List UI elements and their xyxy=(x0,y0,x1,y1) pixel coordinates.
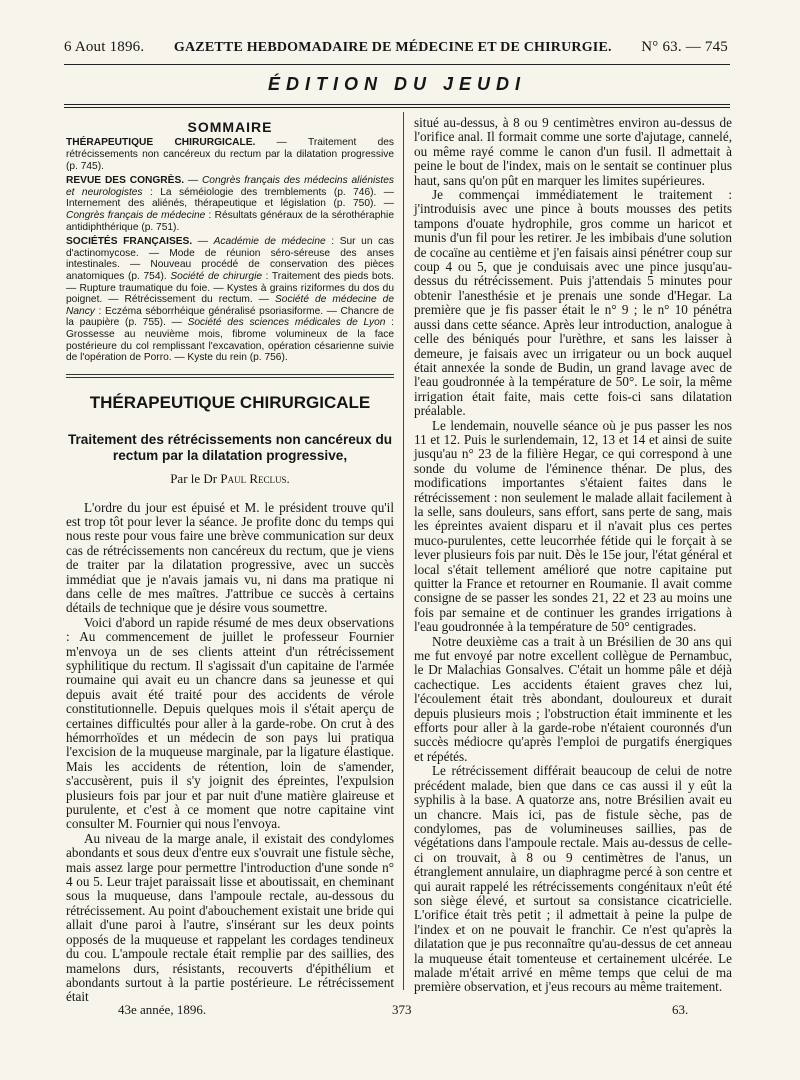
body-paragraph: Au niveau de la marge anale, il existait des condylomes abondants et sous deux d'entre eux s'ouvrait une fistule sèche, mais assez large pour permettre l'introduction d'une sonde n° 4 ou 5. Leur trajet paraissait lisse et aboutissait, en cheminant sous la muqueuse, dans l'ampoule rectale, au-dessous du rétrécissement. Au point d'abouchement existait une bride qui allait d'une paroi à l'autre, s'insérant sur les deux points opposés de la muqueuse et rappelant les cordages tendineux du cou. L'ampoule rectale était remplie par des saillies, des mamelons durs, résistants, recouverts d'épithélium et abondants surtout à la partie postérieure. Le rétrécissement était xyxy=(66,830,394,1005)
body-paragraph: Le rétrécissement différait beaucoup de celui de notre précédent malade, bien que dans ce cas aussi il y eût la syphilis à la base. A quatorze ans, notre Brésilien avait eu un chancre. Mais ici, pas de fistule sèche, pas de condylomes, pas de volumineuses saillies, pas de végétations dans l'ampoule rectale. Mais au-dessus de celle-ci on trouvait, à 8 ou 9 centimètres de l'anus, un étranglement annulaire, un diaphragme percé à son centre et qui aurait rappelé les rétrécissements congénitaux n'eût été son siège élevé, et surtout sa consistance cicatricielle. L'orifice était très petit ; il admettait à peine la pulpe de l'index et on ne pouvait le franchir. Ce n'est qu'après la dilatation que je pus reconnaître qu'au-dessus de cet anneau la muqueuse était tomenteuse et certainement ulcérée. Le malade m'était arrivé en même temps que celui de ma première observation, et j'eus recours au même traitement. xyxy=(414,763,732,995)
edition-title: ÉDITION DU JEUDI xyxy=(267,74,527,94)
body-paragraph: situé au-dessus, à 8 ou 9 centimètres environ au-dessus de l'orifice anal. Il formait comme une sorte d'ajutage, cannelé, ou même rayé comme le canon d'un fusil. Il admettait à peine le bout de l'index, mais on le sentait se continuer plus haut, sans qu'on pût en marquer les limites supérieures. xyxy=(414,115,732,188)
body-paragraph: Je commençai immédiatement le traitement : j'introduisis avec une pince à bouts mousses des petits tampons d'ouate hydrophile, gros comme un haricot et munis d'un fil pour les retirer. Je les imbibais d'une solution de cocaïne au centième et j'en faisais ainsi pénétrer coup sur coup 4 ou 5, que je conduisais avec une pince jusqu'au-dessus du rétrécissement. Puis j'attendais 5 minutes pour obtenir l'anesthésie et je prenais une sonde d'Hegar. La première que je fis passer était le n° 9 ; le n° 10 pénétra aussi dans cette séance. Après leur introduction, analogue à celle des béniqués pour l'urèthre, et sans les laisser à demeure, je faisais avec un irrigateur ou un bock auquel était annexée la sonde de Budin, un grand lavage avec de l'eau goudronnée à la température de 50°. Le soir, la même irrigation était faite, mais cette fois-ci sans dilatation préalable. xyxy=(414,187,732,419)
header-issue: N° 63. — 745 xyxy=(641,39,728,55)
footer-issue-number: 63. xyxy=(672,1002,689,1017)
running-header xyxy=(64,39,728,59)
sommaire-list xyxy=(66,137,394,363)
author-name: Paul Reclus. xyxy=(220,471,290,487)
body-paragraph: Le lendemain, nouvelle séance où je pus passer les nos 11 et 12. Puis le surlendemain, 12, 13 et 14 et ainsi de suite jusqu'au n° 23 de la filière Hegar, ce qui correspond à une sonde du volume de l'éminence thénar. De plus, des modifications importantes s'étaient faites dans le rétrécissement : non seulement le malade allait facilement à la selle, sans douleurs, sans effort, sans perte de sang, mais les épreintes avaient disparu et il n'avait plus ces pertes muco-purulentes, cette leucorrhée fétide qui le forçait à se lever plusieurs fois par nuit. Dès le 15e jour, l'état général et local s'était tellement amélioré que notre capitaine put quitter la France et retourner en Roumanie. Il avait comme consigne de se passer les sondes 21, 22 et 23 au moins une fois par semaine et de continuer les grandes irrigations à l'eau goudronnée à la température de 50° centigrades. xyxy=(414,417,732,635)
column-divider xyxy=(403,112,404,990)
edition-rule-bottom xyxy=(64,107,730,108)
body-paragraph: Voici d'abord un rapide résumé de mes deux observations : Au commencement de juillet le professeur Fournier m'envoya un de ses clients atteint d'un rétrécissement syphilitique du rectum. Il s'agissait d'un capitaine de l'armée roumaine qui avait eu un chancre dans sa jeunesse et qui depuis avait été traité pour des accidents de vérole constitutionnelle. Depuis quelques mois il s'était aperçu de certaines difficultés pour aller à la garde-robe. On crut à des hémorrhoïdes et un médecin de son pays lui pratiqua l'excision de la muqueuse marginale, par la ligature élastique. Mais les accidents de rétention, loin de s'amender, s'accusèrent, puis il s'y joignit des épreintes, l'expulsion plusieurs fois par jour et par nuit d'une matière glaireuse et purulente, et c'est à ce moment que notre capitaine vint consulter M. Fournier qui nous l'envoya. xyxy=(66,614,394,832)
article-title: Traitement des rétrécissements non cancéreux du rectum par la dilatation progressive, xyxy=(67,432,393,464)
right-body xyxy=(414,116,732,995)
section-rule-bottom xyxy=(66,377,394,378)
byline-prefix: Par le Dr xyxy=(170,471,218,487)
footer-page-number: 373 xyxy=(392,1002,412,1017)
body-paragraph: Notre deuxième cas a trait à un Brésilien de 30 ans qui me fut envoyé par notre excellent collègue de Pernambuc, le Dr Malachias Gonsalves. C'était un homme pâle et déjà cachectique. Les accidents étaient graves chez lui, l'écoulement était très abondant, douloureux et durait depuis plusieurs mois ; l'obstruction était imminente et les efforts pour aller à la garde-robe n'étaient couronnés d'un succès médiocre qu'après l'emploi de purgatifs énergiques et répétés. xyxy=(414,633,732,764)
journal-title: GAZETTE HEBDOMADAIRE DE MÉDECINE ET DE CHIRURGIE. xyxy=(173,40,612,55)
header-rule xyxy=(64,64,730,65)
byline xyxy=(66,472,394,486)
sommaire-title: SOMMAIRE xyxy=(187,119,273,135)
section-rule-top xyxy=(66,374,394,375)
header-date: 6 Aout 1896. xyxy=(64,39,145,55)
left-body xyxy=(66,501,394,1005)
right-column xyxy=(414,116,732,995)
sommaire-entry: REVUE DES CONGRÈS. — Congrès français des médecins aliénistes et neurologistes : La séméiologie des tremblements (p. 746). — Internement des aliénés, thérapeutique et législation (p. 750). — Congrès français de médecine : Résultats généraux de la sérothéraphie antidiphthérique (p. 751). xyxy=(66,175,394,233)
section-title: THÉRAPEUTIQUE CHIRURGICALE xyxy=(89,392,371,412)
sommaire-entry: THÉRAPEUTIQUE CHIRURGICALE. — Traitement des rétrécissements non cancéreux du rectum par la dilatation progressive (p. 745). xyxy=(66,137,394,172)
edition-rule-top xyxy=(64,104,730,105)
body-paragraph: L'ordre du jour est épuisé et M. le président trouve qu'il est trop tôt pour lever la séance. Je profite donc du temps qui nous reste pour vous faire une brève communication sur deux cas de rétrécissements non cancéreux du rectum, que je viens de traiter par la dilatation progressive, avec un succès immédiat que je n'avais jamais vu, ni dans ma pratique ni dans celle de mes maîtres. J'attribue ce succès à certains détails de technique que je désire vous soumettre. xyxy=(66,499,394,616)
sommaire-entry: SOCIÉTÉS FRANÇAISES. — Académie de médecine : Sur un cas d'actinomycose. — Mode de réunion séro-séreuse des anses intestinales. — Nouveau procédé de conservation des pièces anatomiques (p. 754). Société de chirurgie : Traitement des pieds bots. — Rupture traumatique du foie. — Kystes à grains riziformes du dos du poignet. — Rétrécissement du rectum. — Société de médecine de Nancy : Eczéma séborrhéique généralisé psoriasiforme. — Chancre de la paupière (p. 755). — Société des sciences médicales de Lyon : Grossesse au neuvième mois, fibrome volumineux de la face postérieure du col remplissant l'excavation, opération césarienne suivie de l'opération de Porro. — Kyste du rein (p. 756). xyxy=(66,236,395,364)
footer-year: 43e année, 1896. xyxy=(118,1002,207,1017)
left-column xyxy=(66,116,394,1005)
